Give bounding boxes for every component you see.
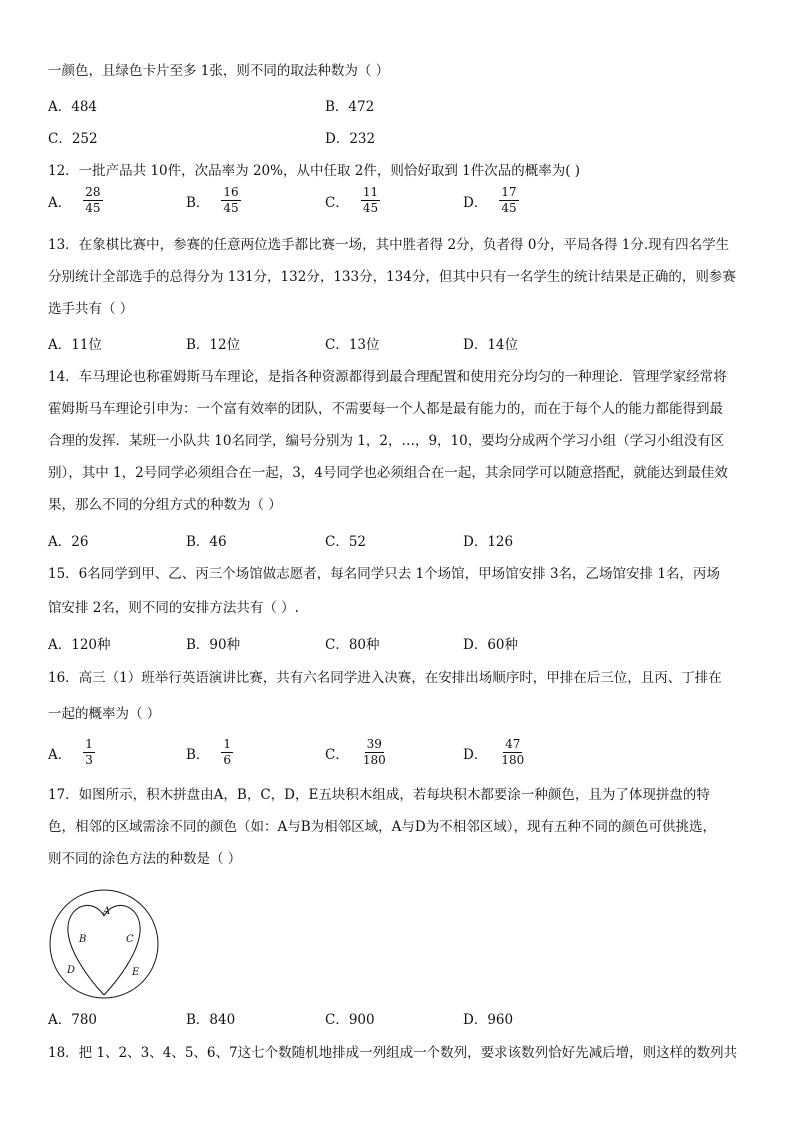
denominator: 3 [85, 753, 93, 767]
q15-option-a: A．120种 [48, 637, 111, 653]
q17-option-a: A．780 [48, 1012, 98, 1028]
q15-option-c: C．80种 [325, 637, 380, 653]
q16-stem-line-1: 16．高三（1）班举行英语演讲比赛，共有六名同学进入决赛，在安排出场顺序时，甲排在后三位，且丙、丁排在 [48, 670, 722, 686]
numerator: 16 [223, 185, 239, 199]
region-label-d: D [67, 965, 76, 976]
numerator: 1 [85, 737, 93, 751]
q13-option-c: C．13位 [325, 337, 380, 353]
q14-stem-line-4: 别），其中 1，2号同学必须组合在一起，3，4号同学也必须组合在一起，其余同学可以随意搭配，就能达到最佳效 [48, 465, 728, 481]
q14-stem-line-2: 霍姆斯马车理论引申为：一个富有效率的团队，不需要每一个人都是最有能力的，而在于每个人的能力都能得到最 [48, 401, 723, 417]
region-label-a: A [103, 906, 111, 917]
numerator: 17 [501, 185, 517, 199]
q12-option-d [463, 186, 519, 215]
q16-stem-line-2: 一起的概率为（ ） [48, 706, 161, 722]
q14-option-a: A．26 [48, 534, 89, 550]
region-label-e: E [132, 967, 140, 978]
q13-option-d: D．14位 [463, 337, 519, 353]
q15-option-b: B．90种 [186, 637, 241, 653]
fraction [221, 738, 233, 767]
option-label: C． [325, 746, 349, 763]
numerator: 28 [85, 185, 101, 199]
q17-stem-line-1: 17．如图所示，积木拼盘由A，B，C，D，E五块积木组成，若每块积木都要涂一种颜色，且为了体现拼盘的特 [48, 787, 710, 803]
q18-stem-line-1: 18．把 1、2、3、4、5、6、7这七个数随机地排成一列组成一个数列，要求该数列恰好先减后增，则这样的数列共 [48, 1045, 738, 1061]
option-label: D． [463, 194, 488, 211]
q12-option-b [186, 186, 241, 215]
q14-stem-line-1: 14．车马理论也称霍姆斯马车理论，是指各种资源都得到最合理配置和使用充分均匀的一种理论．管理学家经常将 [48, 369, 727, 385]
q13-option-b: B．12位 [186, 337, 241, 353]
q11-option-d: D．232 [325, 131, 376, 147]
jigsaw-figure [48, 888, 160, 1000]
option-label: B． [186, 746, 210, 763]
q17-option-b: B．840 [186, 1012, 236, 1028]
denominator: 45 [501, 201, 517, 215]
q16-option-c [325, 738, 388, 767]
region-label-b: B [79, 934, 87, 945]
q13-stem-line-3: 选手共有（ ） [48, 301, 134, 317]
numerator: 11 [362, 185, 379, 199]
right-lobe-boundary [104, 905, 140, 995]
q12-option-a [48, 186, 103, 215]
fraction [361, 186, 380, 215]
q13-option-a: A．11位 [48, 337, 102, 353]
q13-stem-line-2: 分别统计全部选手的总得分为 131分，132分，133分，134分，但其中只有一名学生的统计结果是正确的，则参赛 [48, 269, 736, 285]
denominator: 180 [362, 753, 386, 767]
left-lobe-boundary [68, 905, 104, 995]
q15-stem-line-1: 15．6名同学到甲、乙、丙三个场馆做志愿者，每名同学只去 1个场馆，甲场馆安排 3名，乙场馆安排 1名，丙场 [48, 566, 720, 582]
option-label: A． [48, 746, 72, 763]
q11-option-b: B．472 [325, 99, 375, 115]
q12-option-c [325, 186, 380, 215]
fraction [499, 738, 526, 767]
q17-option-d: D．960 [463, 1012, 514, 1028]
q14-option-d: D．126 [463, 534, 514, 550]
q14-stem-line-5: 果，那么不同的分组方式的种数为（ ） [48, 497, 282, 513]
q14-option-c: C．52 [325, 534, 367, 550]
denominator: 45 [223, 201, 239, 215]
q15-option-d: D．60种 [463, 637, 519, 653]
q15-stem-line-2: 馆安排 2名，则不同的安排方法共有（ ）. [48, 600, 299, 616]
denominator: 45 [85, 201, 101, 215]
q17-stem-line-3: 则不同的涂色方法的种数是（ ） [48, 851, 242, 867]
numerator: 39 [366, 737, 382, 751]
q16-option-a [48, 738, 95, 767]
q11-option-a: A．484 [48, 99, 98, 115]
q16-option-d [463, 738, 526, 767]
fraction [221, 186, 240, 215]
q14-option-b: B．46 [186, 534, 227, 550]
q17-stem-line-2: 色，相邻的区域需涂不同的颜色（如：A与B为相邻区域，A与D为不相邻区域），现有五种不同的颜色可供挑选， [48, 819, 716, 835]
numerator: 1 [223, 737, 232, 751]
option-label: D． [463, 746, 488, 763]
q13-stem-line-1: 13．在象棋比赛中，参赛的任意两位选手都比赛一场，其中胜者得 2分，负者得 0分，平局各得 1分.现有四名学生 [48, 237, 730, 253]
option-label: C． [325, 194, 349, 211]
q12-stem: 12．一批产品共 10件，次品率为 20%，从中任取 2件，则恰好取到 1件次品的概率为( ) [48, 163, 581, 179]
q16-option-b [186, 738, 233, 767]
q17-option-c: C．900 [325, 1012, 375, 1028]
region-label-c: C [126, 934, 134, 945]
fraction [83, 738, 95, 767]
numerator: 47 [505, 737, 521, 751]
denominator: 180 [501, 753, 525, 767]
fraction [499, 186, 518, 215]
option-label: A． [48, 194, 72, 211]
fraction [83, 186, 102, 215]
q14-stem-line-3: 合理的发挥．某班一小队共 10名同学，编号分别为 1，2，…，9，10，要均分成两个学习小组（学习小组没有区 [48, 433, 725, 449]
fraction [361, 738, 388, 767]
option-label: B． [186, 194, 210, 211]
denominator: 6 [223, 753, 232, 767]
q11-option-c: C．252 [48, 131, 98, 147]
denominator: 45 [362, 201, 379, 215]
q11-stem-continuation: 一颜色，且绿色卡片至多 1张，则不同的取法种数为（ ） [48, 63, 390, 79]
